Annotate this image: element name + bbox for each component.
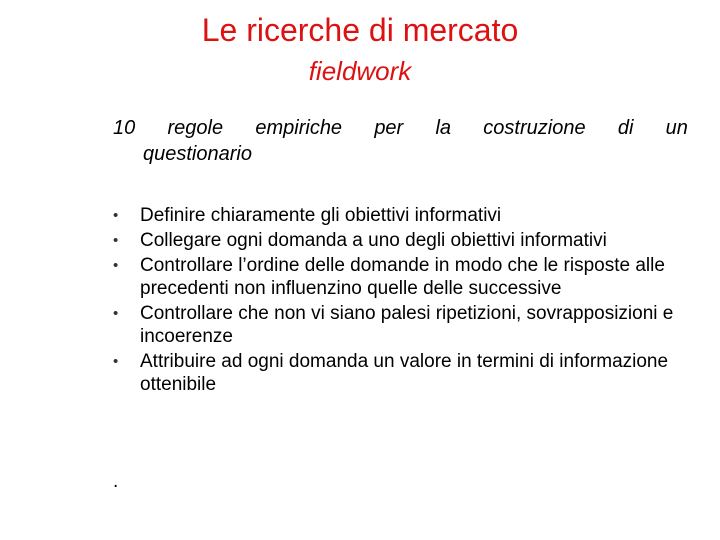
bullet-text: Attribuire ad ogni domanda un valore in termini di informazione ottenibile xyxy=(140,351,669,395)
bullet-dot-icon: • xyxy=(113,232,119,249)
bullet-item xyxy=(113,204,703,227)
bullet-item xyxy=(113,350,703,396)
intro-word: costruzione xyxy=(483,117,586,139)
intro-line-1 xyxy=(113,115,688,141)
bullet-text: Controllare che non vi siano palesi ripetizioni, sovrapposizioni e incoerenze xyxy=(140,303,674,347)
intro-word: di xyxy=(617,117,634,139)
bullet-text: Definire chiaramente gli obiettivi informativi xyxy=(140,205,502,226)
intro-word: un xyxy=(665,117,688,139)
bullet-item xyxy=(113,229,703,252)
bullet-item xyxy=(113,254,703,300)
bullet-list xyxy=(113,204,703,398)
bullet-dot-icon: • xyxy=(113,207,119,224)
bullet-dot-icon: • xyxy=(113,353,119,370)
intro-word: empiriche xyxy=(255,117,343,139)
intro-paragraph xyxy=(113,115,688,167)
intro-word: 10 xyxy=(113,117,136,139)
intro-word: regole xyxy=(167,117,224,139)
intro-word: per xyxy=(374,117,404,139)
bullet-text: Collegare ogni domanda a uno degli obiettivi informativi xyxy=(140,230,607,251)
intro-line-2: questionario xyxy=(143,143,252,165)
bullet-dot-icon: • xyxy=(113,257,119,274)
bullet-text: Controllare l’ordine delle domande in modo che le risposte alle precedenti non influenzino quelle delle successive xyxy=(140,255,665,299)
intro-word: la xyxy=(435,117,452,139)
bullet-item xyxy=(113,302,703,348)
bullet-dot-icon: • xyxy=(113,305,119,322)
slide-title: Le ricerche di mercato xyxy=(201,12,519,48)
slide-subtitle: fieldwork xyxy=(308,56,412,86)
trailing-dot: . xyxy=(113,471,119,492)
